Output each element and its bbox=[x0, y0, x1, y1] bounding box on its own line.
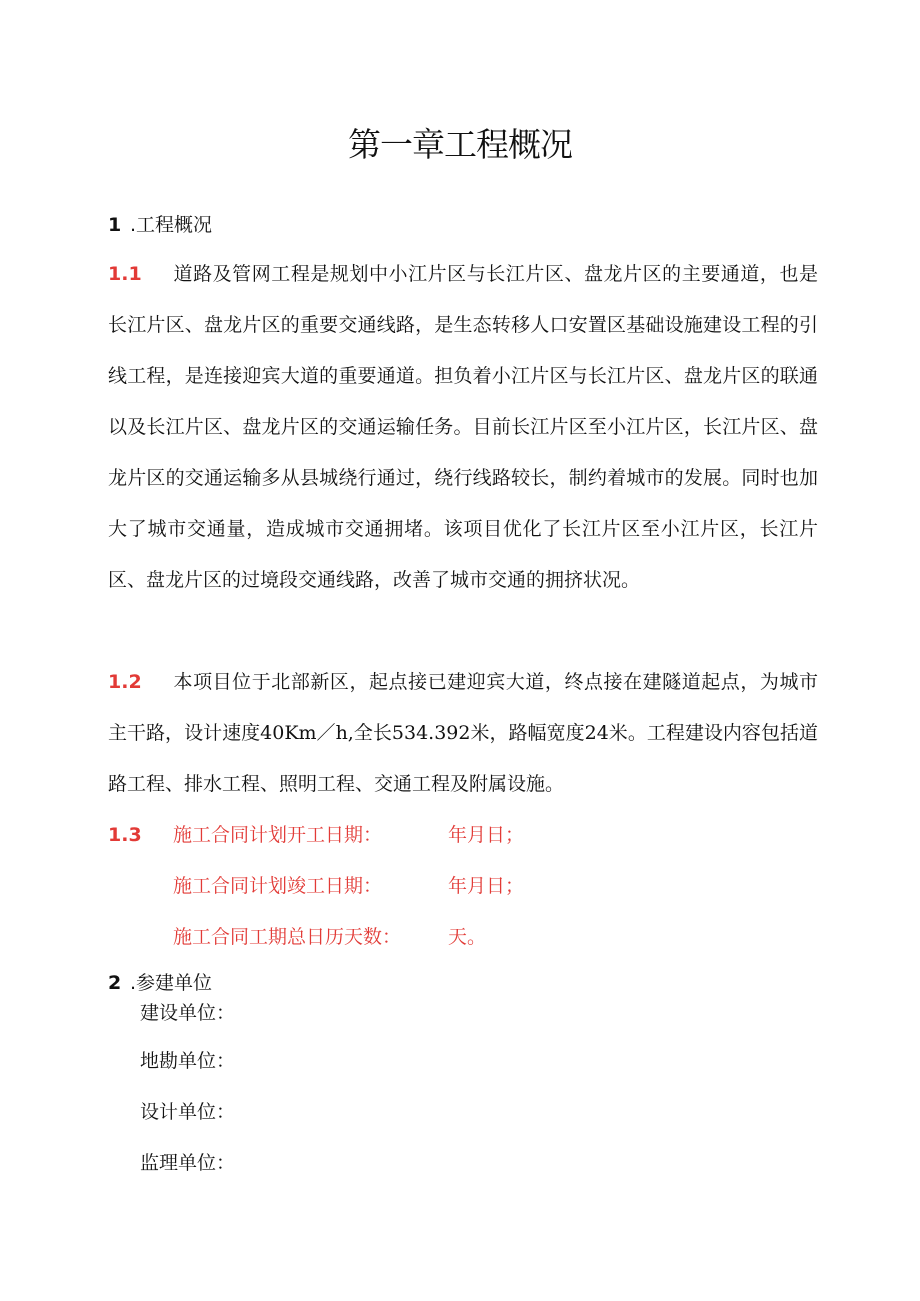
date-label: 施工合同计划竣工日期： bbox=[173, 875, 383, 897]
contract-start-date bbox=[108, 810, 524, 861]
section-title: .工程概况 bbox=[130, 214, 213, 236]
date-value: 年月日； bbox=[448, 824, 525, 846]
section-number: 2 bbox=[108, 972, 122, 994]
section-heading-1 bbox=[108, 211, 212, 239]
unit-survey: 地勘单位： bbox=[140, 1050, 236, 1072]
item-number: 1.1 bbox=[108, 263, 142, 285]
item-number: 1.3 bbox=[108, 824, 142, 846]
paragraph-1-1 bbox=[108, 249, 818, 606]
unit-supervision: 监理单位： bbox=[140, 1152, 236, 1174]
unit-construction: 建设单位： bbox=[140, 1002, 236, 1024]
section-number: 1 bbox=[108, 214, 122, 236]
unit-design: 设计单位： bbox=[140, 1101, 236, 1123]
date-label: 施工合同计划开工日期： bbox=[173, 824, 383, 846]
contract-end-date bbox=[108, 861, 524, 912]
date-value: 年月日； bbox=[448, 875, 525, 897]
paragraph-text: 本项目位于北部新区，起点接已建迎宾大道，终点接在建隧道起点，为城市主干路，设计速度40Km／h,全长534.392米，路幅宽度24米。工程建设内容包括道路工程、排水工程、照明工程、交通工程及附属设施。 bbox=[108, 671, 818, 795]
chapter-title: 第一章工程概况 bbox=[348, 125, 572, 164]
date-value: 天。 bbox=[448, 926, 487, 948]
contract-total-days bbox=[108, 912, 486, 963]
paragraph-text: 道路及管网工程是规划中小江片区与长江片区、盘龙片区的主要通道，也是长江片区、盘龙片区的重要交通线路，是生态转移人口安置区基础设施建设工程的引线工程，是连接迎宾大道的重要通道。担负着小江片区与长江片区、盘龙片区的联通以及长江片区、盘龙片区的交通运输任务。目前长江片区至小江片区，长江片区、盘龙片区的交通运输多从县城绕行通过，绕行线路较长，制约着城市的发展。同时也加大了城市交通量，造成城市交通拥堵。该项目优化了长江片区至小江片区，长江片区、盘龙片区的过境段交通线路，改善了城市交通的拥挤状况。 bbox=[108, 263, 818, 591]
section-title: .参建单位 bbox=[130, 972, 213, 994]
paragraph-1-2 bbox=[108, 657, 818, 810]
item-number: 1.2 bbox=[108, 671, 142, 693]
date-label: 施工合同工期总日历天数： bbox=[173, 926, 402, 948]
